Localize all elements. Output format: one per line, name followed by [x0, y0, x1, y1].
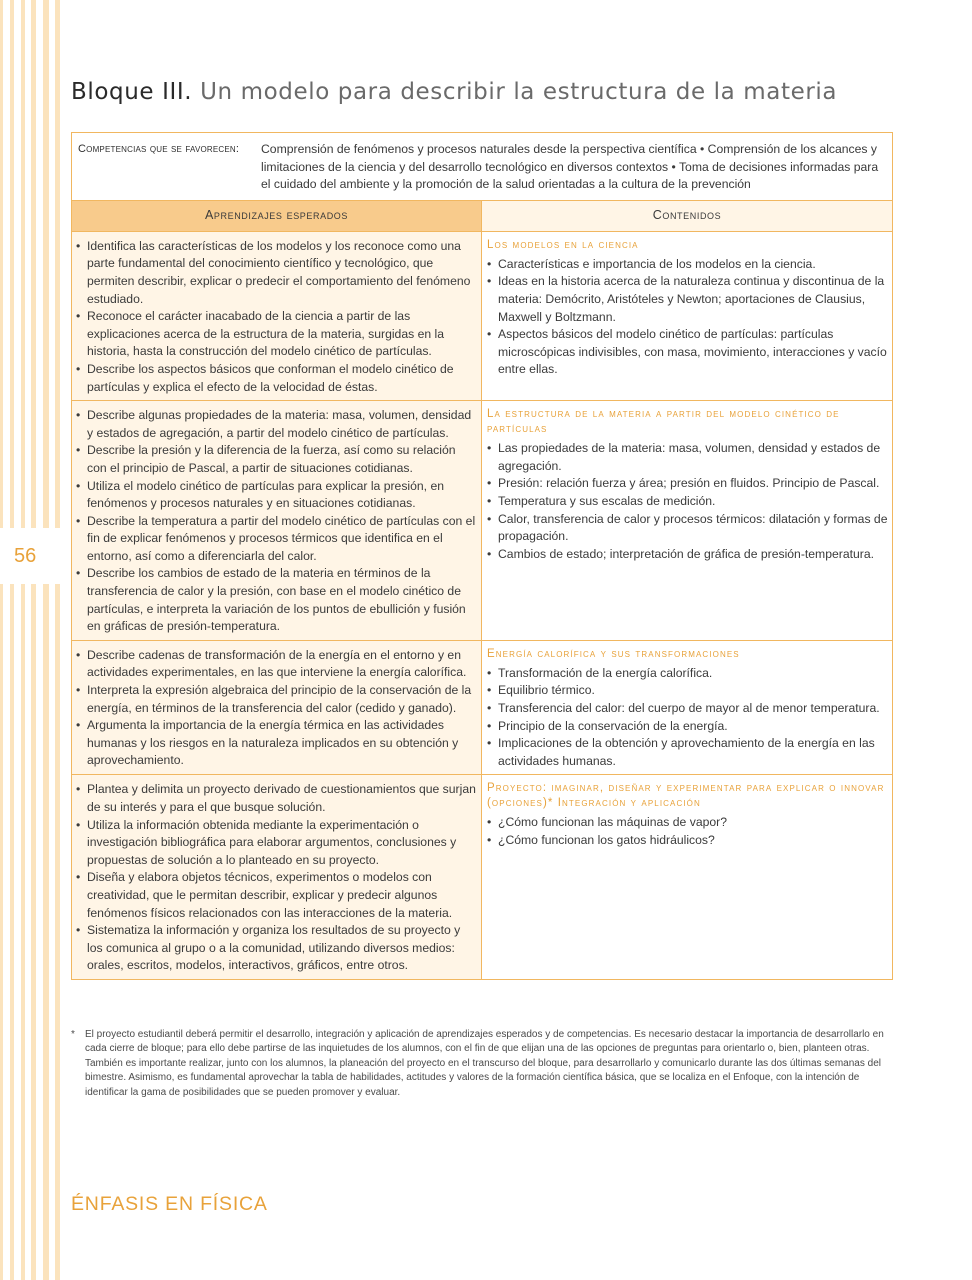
contenidos-list [487, 665, 888, 771]
aprendizajes-cell [72, 231, 482, 400]
competencies-label: Competencias que se favorecen: [78, 143, 240, 155]
list-item: • Temperatura y sus escalas de medición. [487, 493, 888, 511]
table-row [72, 775, 893, 980]
list-item: • Principio de la conservación de la energía. [487, 718, 888, 736]
footnote-marker: * [71, 1029, 75, 1040]
list-item: • Cambios de estado; interpretación de gráfica de presión-temperatura. [487, 546, 888, 564]
list-item: • Argumenta la importancia de la energía térmica en las actividades humanas y los riesgos en la naturaleza implicados en su obtención y aprovechamiento. [76, 717, 477, 770]
column-header-contenidos: Contenidos [482, 200, 893, 231]
section-title: La estructura de la materia a partir del modelo cinético de partículas [487, 408, 840, 436]
list-item: • ¿Cómo funcionan los gatos hidráulicos? [487, 832, 888, 850]
competencies-row [72, 133, 893, 201]
column-header-row [72, 200, 893, 231]
list-item: • Plantea y delimita un proyecto derivado de cuestionamientos que surjan de su interés y para el que busque solución. [76, 781, 477, 816]
list-item: • Calor, transferencia de calor y procesos térmicos: dilatación y formas de propagación. [487, 511, 888, 546]
table-row [72, 401, 893, 641]
list-item: • Describe la presión y la diferencia de la fuerza, así como su relación con el principio de Pascal, a partir de situaciones cotidianas. [76, 442, 477, 477]
list-item: • Utiliza la información obtenida mediante la experimentación o investigación bibliográfica para elaborar argumentos, conclusiones y propuestas de solución a lo planteado en su proyecto. [76, 817, 477, 870]
list-item: • Presión: relación fuerza y área; presión en fluidos. Principio de Pascal. [487, 475, 888, 493]
list-item: • Describe algunas propiedades de la materia: masa, volumen, densidad y estados de agregación, a partir del modelo cinético de partículas. [76, 407, 477, 442]
contenidos-cell [482, 775, 893, 980]
list-item: • Diseña y elabora objetos técnicos, experimentos o modelos con creatividad, que le permitan describir, explicar y predecir algunos fenómenos físicos relacionados con las interacciones de la materia. [76, 869, 477, 922]
section-title: Proyecto: imaginar, diseñar y experimentar para explicar o innovar (opciones)* Integración y aplicación [487, 782, 885, 810]
table-row [72, 231, 893, 400]
aprendizajes-list [76, 647, 477, 770]
competencies-text: Comprensión de fenómenos y procesos naturales desde la perspectiva científica • Comprensión de los alcances y limitaciones de la ciencia y del desarrollo tecnológico en diversos contextos • Toma de decisiones informadas para el cuidado del ambiente y la promoción de la salud orientadas a la cultura de la prevención [261, 142, 879, 192]
column-header-aprendizajes: Aprendizajes esperados [72, 200, 482, 231]
list-item: • Aspectos básicos del modelo cinético de partículas: partículas microscópicas indivisibles, con masa, movimiento, interacciones y vacío entre ellas. [487, 326, 888, 379]
aprendizajes-list [76, 238, 477, 396]
list-item: • Las propiedades de la materia: masa, volumen, densidad y estados de agregación. [487, 440, 888, 475]
footnote [71, 1028, 892, 1100]
list-item: • Interpreta la expresión algebraica del principio de la conservación de la energía, en términos de la transferencia del calor (cedido y ganado). [76, 682, 477, 717]
aprendizajes-list [76, 407, 477, 636]
contenidos-cell [482, 401, 893, 641]
list-item: • Identifica las características de los modelos y los reconoce como una parte fundamental del conocimiento científico y tecnológico, que permiten describir, explicar o predecir el comportamiento del fenómeno estudiado. [76, 238, 477, 308]
curriculum-table [71, 132, 893, 980]
block-label: Bloque III. [71, 79, 193, 105]
list-item: • Reconoce el carácter inacabado de la ciencia a partir de las explicaciones acerca de la estructura de la materia, surgidas en la historia, hasta la construcción del modelo cinético de partículas. [76, 308, 477, 361]
list-item: • Describe la temperatura a partir del modelo cinético de partículas con el fin de explicar fenómenos y procesos térmicos que identifica en el entorno, así como a diferenciarla del calor. [76, 513, 477, 566]
footnote-text: El proyecto estudiantil deberá permitir el desarrollo, integración y aplicación de aprendizajes esperados y de competencias. Es necesario destacar la importancia de desarrollarlo en cada cierre de bloque; para ello debe partirse de las inquietudes de los alumnos, con el fin de que elijan una de las opciones de preguntas para orientarlo o, bien, planteen otras. También es importante realizar, junto con los alumnos, la planeación del proyecto en el transcurso del bloque, para desarrollarlo y comunicarlo durante las dos últimas semanas del bimestre. Asimismo, es fundamental aprovechar la tabla de habilidades, actitudes y valores de la formación científica básica, que se localiza en el Enfoque, con la intención de identificar la gama de posibilidades que se pueden promover y evaluar. [85, 1029, 884, 1098]
list-item: • ¿Cómo funcionan las máquinas de vapor? [487, 814, 888, 832]
block-title: Un modelo para describir la estructura de la materia [200, 79, 838, 105]
section-title: Energía calorífica y sus transformaciones [487, 647, 740, 660]
aprendizajes-cell [72, 401, 482, 641]
table-row [72, 640, 893, 775]
aprendizajes-list [76, 781, 477, 975]
contenidos-list [487, 440, 888, 563]
list-item: • Describe los cambios de estado de la materia en términos de la transferencia de calor y la presión, con base en el modelo cinético de partículas, e interpreta la variación de los puntos de ebullición y fusión en gráficas de presión-temperatura. [76, 565, 477, 635]
list-item: • Transformación de la energía calorífica. [487, 665, 888, 683]
section-title: Los modelos en la ciencia [487, 238, 639, 251]
contenidos-cell [482, 231, 893, 400]
contenidos-cell [482, 640, 893, 775]
list-item: • Equilibrio térmico. [487, 682, 888, 700]
decorative-stripes [0, 0, 62, 1280]
list-item: • Características e importancia de los modelos en la ciencia. [487, 256, 888, 274]
list-item: • Describe cadenas de transformación de la energía en el entorno y en actividades experimentales, en las que interviene la energía calorífica. [76, 647, 477, 682]
page-title [71, 79, 837, 105]
list-item: • Ideas en la historia acerca de la naturaleza continua y discontinua de la materia: Demócrito, Aristóteles y Newton; aportaciones de Clausius, Maxwell y Boltzmann. [487, 273, 888, 326]
list-item: • Transferencia del calor: del cuerpo de mayor al de menor temperatura. [487, 700, 888, 718]
list-item: • Utiliza el modelo cinético de partículas para explicar la presión, en fenómenos y procesos naturales y en situaciones cotidianas. [76, 478, 477, 513]
footer-subject: ÉNFASIS EN FÍSICA [71, 1193, 268, 1215]
page-number: 56 [14, 545, 37, 567]
contenidos-list [487, 256, 888, 379]
list-item: • Sistematiza la información y organiza los resultados de su proyecto y los comunica al grupo o a la comunidad, utilizando diversos medios: orales, escritos, modelos, interactivos, gráficos, entre otros. [76, 922, 477, 975]
aprendizajes-cell [72, 775, 482, 980]
list-item: • Implicaciones de la obtención y aprovechamiento de la energía en las actividades humanas. [487, 735, 888, 770]
list-item: • Describe los aspectos básicos que conforman el modelo cinético de partículas y explica el efecto de la velocidad de éstas. [76, 361, 477, 396]
contenidos-list [487, 814, 888, 849]
aprendizajes-cell [72, 640, 482, 775]
